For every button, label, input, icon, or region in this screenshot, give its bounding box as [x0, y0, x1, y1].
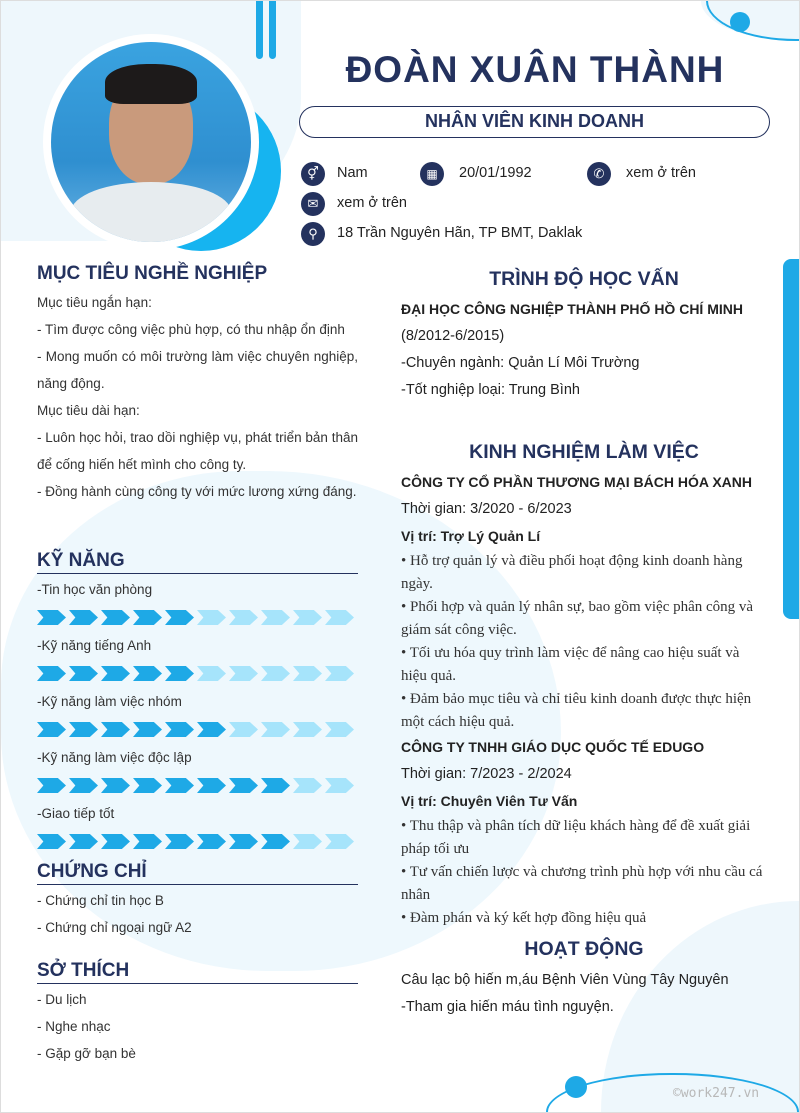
objective-title: MỤC TIÊU NGHỀ NGHIỆP [37, 263, 268, 284]
skill-chevron-filled [37, 834, 66, 849]
objective-text [37, 289, 358, 505]
phone: xem ở trên [626, 165, 696, 181]
skill-level-bar [37, 666, 358, 682]
objective-line: Mục tiêu ngắn hạn: [37, 295, 152, 310]
gender-icon: ⚥ [301, 162, 325, 186]
skill-chevron-filled [165, 834, 194, 849]
skill-level-bar [37, 610, 358, 626]
skill-chevron-empty [293, 834, 322, 849]
skill-chevron-filled [69, 722, 98, 737]
objective-line: Mục tiêu dài hạn: [37, 403, 140, 418]
skill-chevron-filled [101, 834, 130, 849]
skill-chevron-filled [229, 778, 258, 793]
job-duty: • Tối ưu hóa quy trình làm việc để nâng cao hiệu suất và hiệu quả. [401, 645, 740, 684]
skill-chevron-filled [101, 666, 130, 681]
skill-label: -Kỹ năng làm việc nhóm [37, 694, 182, 709]
skill-chevron-filled [101, 722, 130, 737]
location-icon: ⚲ [301, 222, 325, 246]
activities-title: HOẠT ĐỘNG [524, 938, 644, 960]
company-name: CÔNG TY CỔ PHẦN THƯƠNG MẠI BÁCH HÓA XANH [401, 474, 753, 490]
skill-level-bar [37, 778, 358, 794]
job-role: Vị trí: Chuyên Viên Tư Vấn [401, 793, 578, 809]
skill-chevron-empty [293, 666, 322, 681]
education-grade: -Tốt nghiệp loại: Trung Bình [401, 382, 580, 398]
gender: Nam [337, 165, 368, 181]
email: xem ở trên [337, 195, 407, 211]
experience-list [401, 469, 767, 930]
skill-chevron-filled [165, 722, 194, 737]
skill-chevron-filled [133, 834, 162, 849]
objective-line: - Mong muốn có môi trường làm việc chuyên nghiệp, năng động. [37, 349, 358, 391]
skill-chevron-filled [101, 610, 130, 625]
skill-chevron-filled [133, 610, 162, 625]
deco-dot [565, 1076, 587, 1098]
certs-list [37, 887, 358, 941]
skills-title: KỸ NĂNG [37, 550, 358, 574]
school-name: ĐẠI HỌC CÔNG NGHIỆP THÀNH PHỐ HỒ CHÍ MINH [401, 301, 743, 317]
activity-line: Câu lạc bộ hiến m,áu Bệnh Viên Vùng Tây Nguyên [401, 972, 729, 988]
skill-chevron-empty [229, 722, 258, 737]
job-duty: • Phối hợp và quản lý nhân sự, bao gồm việc phân công và giám sát công việc. [401, 599, 754, 638]
skill-chevron-filled [197, 778, 226, 793]
skill-chevron-empty [293, 610, 322, 625]
skill-chevron-filled [165, 610, 194, 625]
calendar-icon: ▦ [420, 162, 444, 186]
skill-chevron-empty [197, 610, 226, 625]
hobby-item: - Du lịch [37, 992, 87, 1007]
skill-chevron-filled [165, 666, 194, 681]
skill-chevron-filled [69, 610, 98, 625]
skill-chevron-filled [101, 778, 130, 793]
skill-label: -Giao tiếp tốt [37, 806, 115, 821]
job-duty: • Thu thập và phân tích dữ liệu khách hàng để đề xuất giải pháp tối ưu [401, 818, 751, 857]
skill-chevron-filled [165, 778, 194, 793]
skill-chevron-empty [229, 610, 258, 625]
skills-list [37, 579, 358, 850]
skill-chevron-filled [69, 778, 98, 793]
cert-item: - Chứng chỉ tin học B [37, 893, 164, 908]
education-title: TRÌNH ĐỘ HỌC VẤN [489, 268, 679, 290]
education-section [401, 296, 767, 404]
skill-chevron-filled [133, 722, 162, 737]
skill-label: -Kỹ năng tiếng Anh [37, 638, 152, 653]
job-duty: • Hỗ trợ quản lý và điều phối hoạt động kinh doanh hàng ngày. [401, 553, 743, 592]
activity-line: -Tham gia hiến máu tình nguyện. [401, 999, 614, 1015]
deco-bar [269, 1, 276, 59]
skill-chevron-empty [261, 610, 290, 625]
job-role: Vị trí: Trợ Lý Quản Lí [401, 528, 541, 544]
hobby-item: - Nghe nhạc [37, 1019, 111, 1034]
job-period: Thời gian: 7/2023 - 2/2024 [401, 766, 572, 782]
skill-chevron-empty [325, 778, 354, 793]
job-period: Thời gian: 3/2020 - 6/2023 [401, 501, 572, 517]
address: 18 Trần Nguyên Hãn, TP BMT, Daklak [337, 225, 583, 241]
deco-ring [706, 1, 799, 41]
skill-chevron-filled [229, 834, 258, 849]
email-icon: ✉ [301, 192, 325, 216]
profile-photo [43, 34, 259, 250]
skill-chevron-filled [37, 778, 66, 793]
skill-chevron-empty [325, 610, 354, 625]
skill-label: -Tin học văn phòng [37, 582, 153, 597]
phone-icon: ✆ [587, 162, 611, 186]
skill-chevron-filled [261, 778, 290, 793]
date-of-birth: 20/01/1992 [459, 165, 532, 181]
hobbies-list [37, 986, 358, 1067]
skill-chevron-empty [325, 666, 354, 681]
skill-chevron-empty [293, 722, 322, 737]
skill-level-bar [37, 722, 358, 738]
job-duty: • Đàm phán và ký kết hợp đồng hiệu quả [401, 910, 647, 926]
activities-section [401, 967, 767, 1021]
deco-bar [256, 1, 263, 59]
hobbies-title: SỞ THÍCH [37, 960, 358, 984]
hobby-item: - Gặp gỡ bạn bè [37, 1046, 136, 1061]
company-name: CÔNG TY TNHH GIÁO DỤC QUỐC TẾ EDUGO [401, 739, 705, 755]
watermark: ©work247.vn [673, 1086, 760, 1101]
skill-chevron-filled [197, 834, 226, 849]
skill-label: -Kỹ năng làm việc độc lập [37, 750, 192, 765]
cert-item: - Chứng chỉ ngoại ngữ A2 [37, 920, 192, 935]
skill-chevron-filled [133, 666, 162, 681]
objective-line: - Tìm được công việc phù hợp, có thu nhập ổn định [37, 322, 345, 337]
deco-dot [730, 12, 750, 32]
experience-title: KINH NGHIỆM LÀM VIỆC [469, 441, 699, 463]
job-position: NHÂN VIÊN KINH DOANH [299, 106, 770, 138]
skill-chevron-filled [69, 834, 98, 849]
skill-chevron-empty [325, 834, 354, 849]
job-duty: • Tư vấn chiến lược và chương trình phù hợp với nhu cầu cá nhân [401, 864, 763, 903]
skill-chevron-empty [229, 666, 258, 681]
objective-line: - Đồng hành cùng công ty với mức lương xứng đáng. [37, 484, 357, 499]
skill-chevron-empty [293, 778, 322, 793]
skill-chevron-filled [69, 666, 98, 681]
skill-level-bar [37, 834, 358, 850]
skill-chevron-filled [261, 834, 290, 849]
skill-chevron-empty [325, 722, 354, 737]
certs-title: CHỨNG CHỈ [37, 861, 358, 885]
deco-side-bar [783, 259, 799, 619]
candidate-name: ĐOÀN XUÂN THÀNH [345, 49, 725, 90]
skill-chevron-empty [261, 722, 290, 737]
skill-chevron-filled [37, 610, 66, 625]
skill-chevron-empty [197, 666, 226, 681]
skill-chevron-filled [37, 722, 66, 737]
skill-chevron-filled [197, 722, 226, 737]
skill-chevron-filled [133, 778, 162, 793]
skill-chevron-filled [37, 666, 66, 681]
job-duty: • Đảm bảo mục tiêu và chỉ tiêu kinh doanh được thực hiện một cách hiệu quả. [401, 691, 752, 730]
education-major: -Chuyên ngành: Quản Lí Môi Trường [401, 355, 640, 371]
education-period: (8/2012-6/2015) [401, 328, 505, 344]
skill-chevron-empty [261, 666, 290, 681]
objective-line: - Luôn học hỏi, trao dồi nghiệp vụ, phát triển bản thân để cống hiến hết mình cho công ty. [37, 430, 358, 472]
